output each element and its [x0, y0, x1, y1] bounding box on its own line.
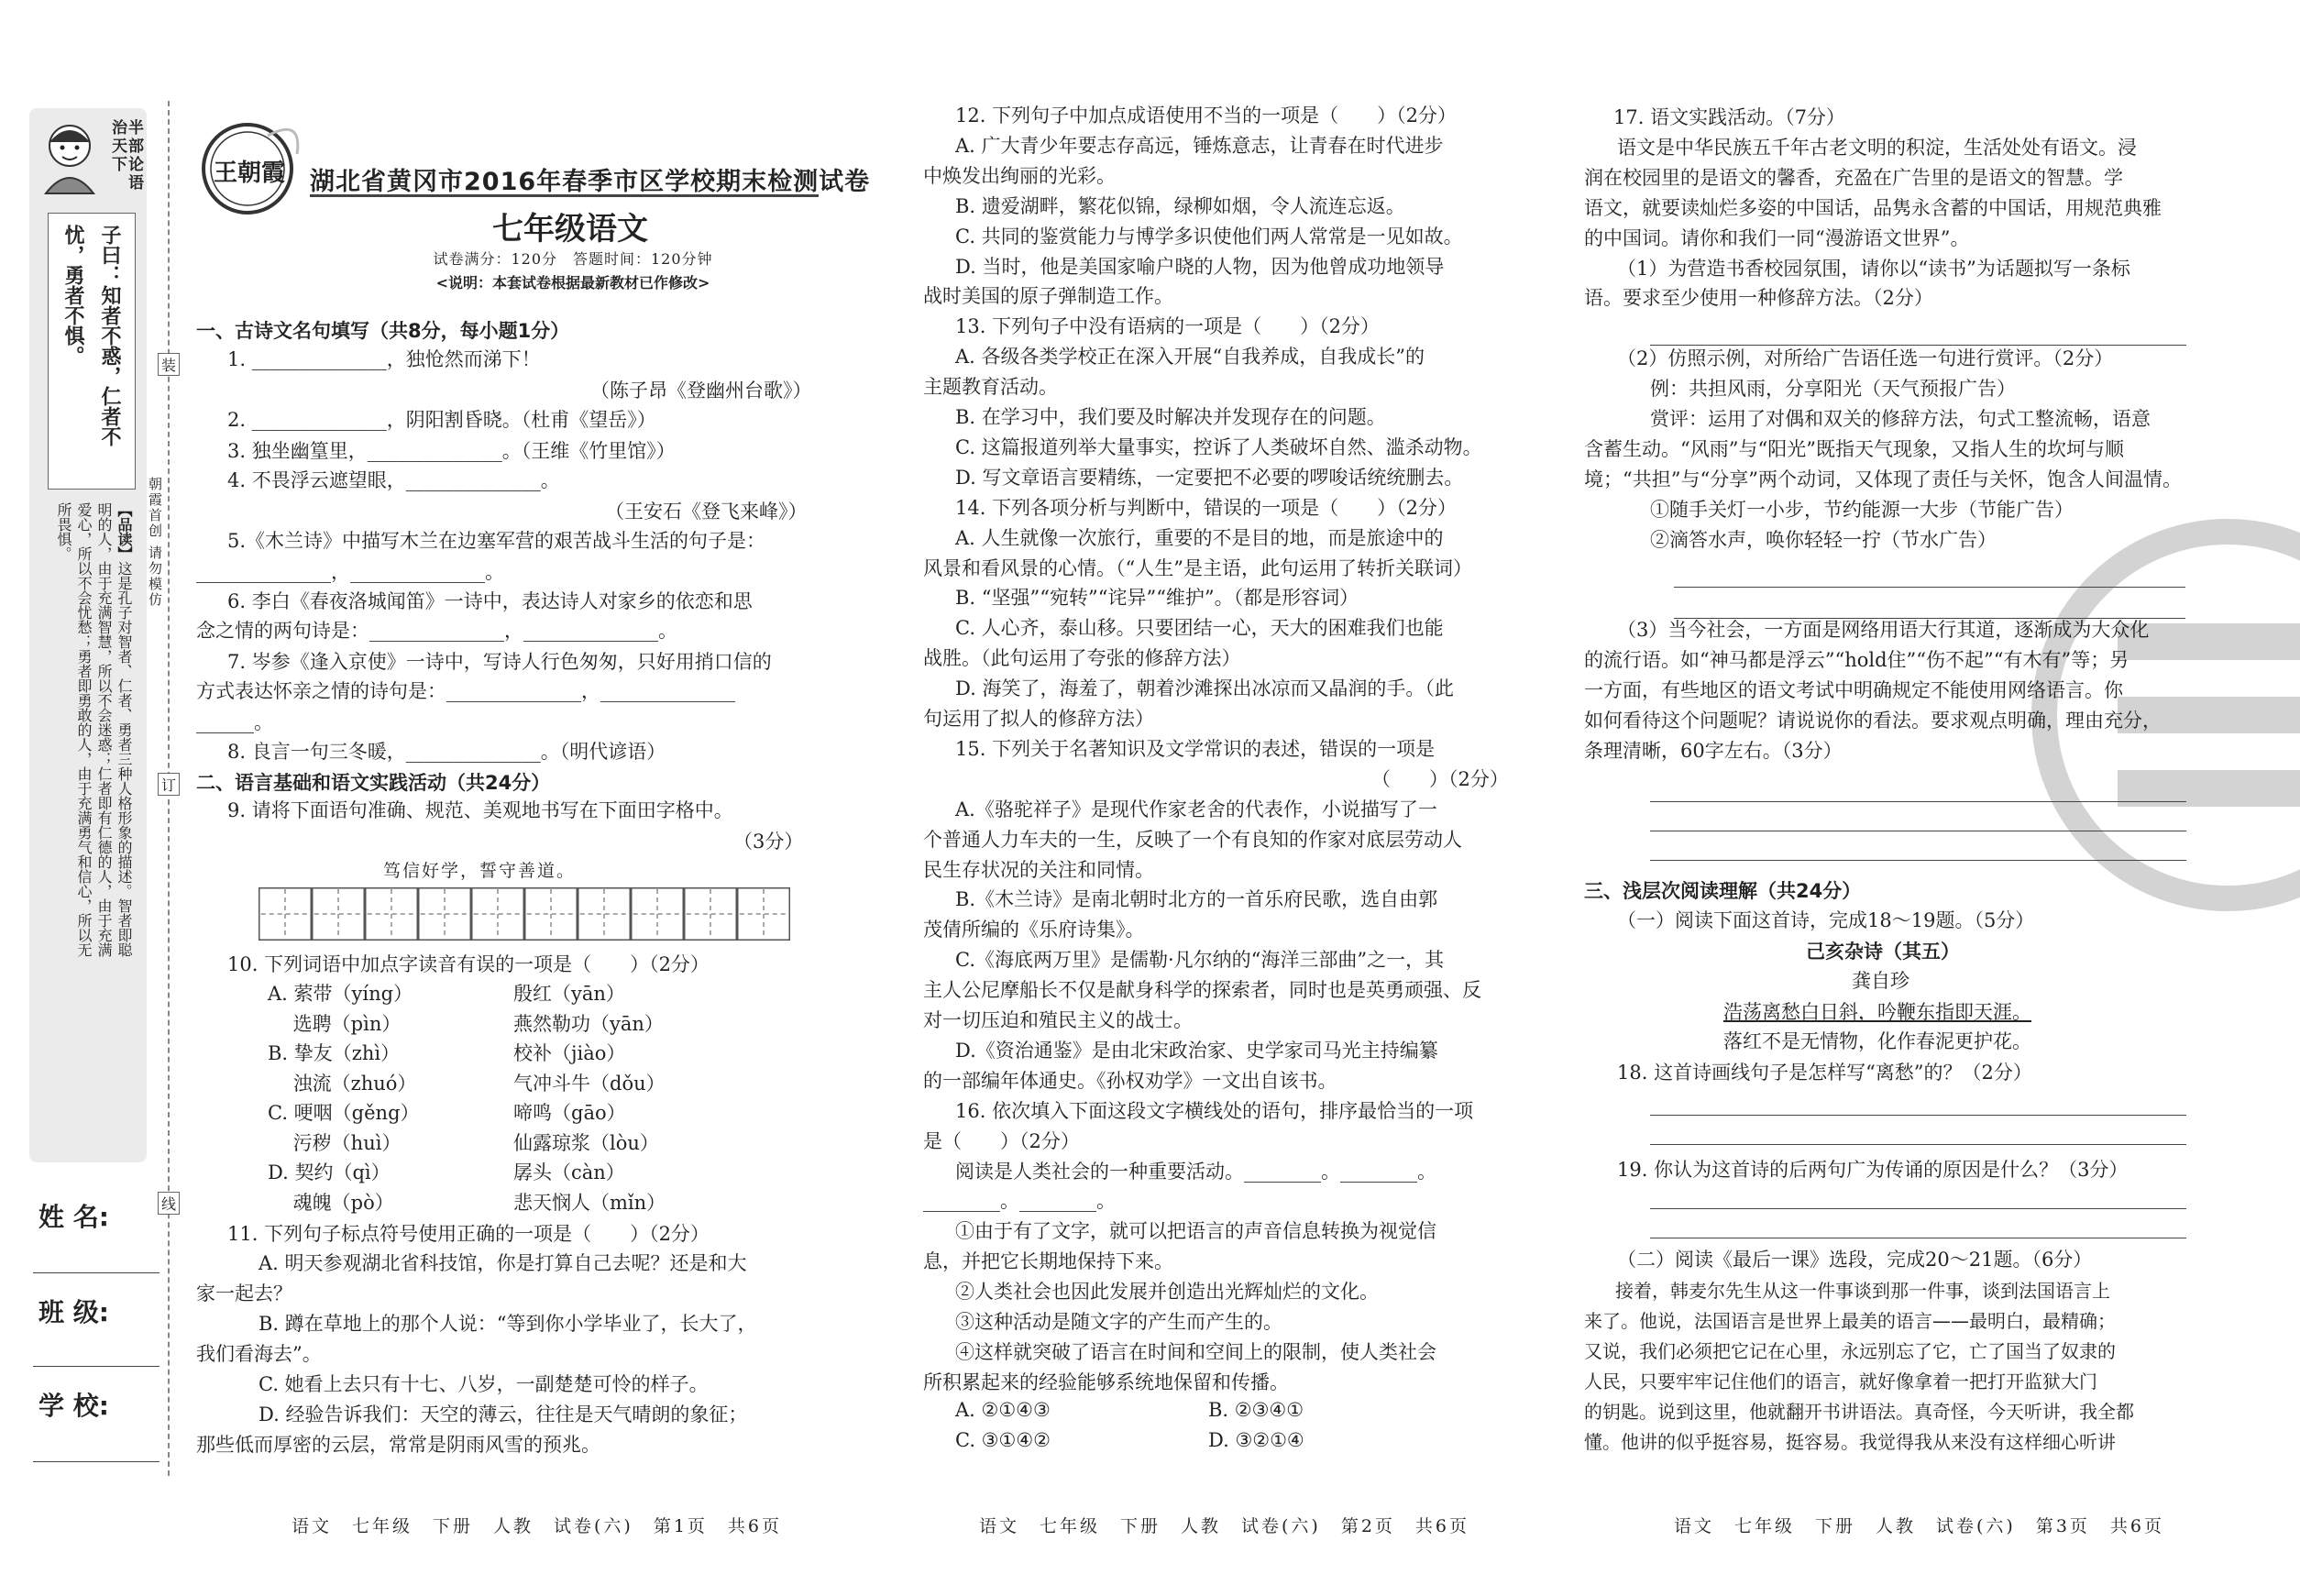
- col3-line: 语文，就要读灿烂多姿的中国话，品隽永含蓄的中国话，用规范典雅: [1584, 196, 2162, 219]
- col3-line: 条理清晰，60字左右。（3分）: [1584, 739, 1843, 762]
- col2-line: 14. 下列各项分析与判断中，错误的一项是（ ）（2分）: [955, 496, 1457, 519]
- q16-option-a[interactable]: A. ②①④③: [955, 1399, 1051, 1421]
- header-note: <说明：本套试卷根据最新教材已作修改>: [435, 274, 710, 292]
- col2-line: C. 这篇报道列举大量事实，控诉了人类破坏自然、滥杀动物。: [955, 435, 1482, 458]
- q8: 8. 良言一句三冬暖，______________。（明代谚语）: [227, 741, 666, 763]
- q7-line3: ______。: [196, 711, 273, 733]
- q5-blanks: ______________，______________。: [196, 561, 504, 583]
- passage-line: 来了。他说，法国语言是世界上最美的语言——最明白，最精确；: [1584, 1310, 2116, 1332]
- col2-line: A. 广大青少年要志存高远，锤炼意志，让青春在时代进步: [955, 134, 1444, 157]
- col2-line: 12. 下列句子中加点成语使用不当的一项是（ ）（2分）: [955, 105, 1457, 127]
- class-input[interactable]: [33, 1366, 160, 1367]
- q10-option: 悲天悯人（mǐn）: [513, 1191, 666, 1214]
- q11-option-line: B. 蹲在草地上的那个人说：“等到你小学毕业了，长大了，: [259, 1313, 757, 1335]
- col2-line: 是（ ）（2分）: [923, 1129, 1080, 1152]
- q17-3-answer-line-1[interactable]: [1650, 801, 2186, 802]
- reading-1-intro: （一）阅读下面这首诗，完成18～19题。（5分）: [1617, 909, 2035, 931]
- q10-option: 选聘（pìn）: [268, 1012, 402, 1035]
- q17-3-answer-line-3[interactable]: [1650, 860, 2186, 861]
- q10-option: A. 萦带（yíng）: [268, 983, 413, 1005]
- col2-line: B. 遗爱湖畔，繁花似锦，绿柳如烟，令人流连忘返。: [955, 194, 1405, 217]
- q10-option: 殷红（yān）: [513, 983, 625, 1005]
- q18-answer-line-2[interactable]: [1650, 1144, 2186, 1145]
- section-2-title: 二、语言基础和语文实践活动（共24分）: [196, 772, 551, 794]
- col3-line: 境；“共担”与“分享”两个动词，又体现了责任与关怀，饱含人间温情。: [1584, 468, 2182, 490]
- col3-line: 的流行语。如“神马都是浮云”“hold住”“伤不起”“有木有”等；另: [1584, 649, 2129, 672]
- q11-option-line: 我们看海去”。: [196, 1343, 322, 1365]
- q7-line1: 7. 岑参《逢入京使》一诗中，写诗人行色匆匆，只好用捎口信的: [227, 651, 772, 673]
- q16-option-d[interactable]: D. ③②①④: [1208, 1429, 1304, 1451]
- col2-line: 息，并把它长期地保持下来。: [923, 1250, 1173, 1273]
- poem-title: 己亥杂诗（其五）: [1806, 941, 1960, 963]
- quote-box: [48, 213, 136, 490]
- passage-line: 的钥匙。说到这里，他就翻开书讲语法。真奇怪，今天听讲，我全都: [1584, 1401, 2134, 1423]
- q11-option-line: 那些低而厚密的云层，常常是阴雨风雪的预兆。: [196, 1434, 600, 1456]
- col2-line: 茂倩所编的《乐府诗集》。: [923, 919, 1145, 941]
- q6-line1: 6. 李白《春夜洛城闻笛》一诗中，表达诗人对家乡的依恋和思: [227, 590, 753, 612]
- col2-line: A. 各级各类学校正在深入开展“自我养成，自我成长”的: [955, 346, 1425, 369]
- col2-line: 对一切压迫和殖民主义的战士。: [923, 1009, 1193, 1031]
- q16-option-b[interactable]: B. ②③④①: [1208, 1399, 1304, 1421]
- col2-line: 15. 下列关于名著知识及文学常识的表述，错误的一项是: [955, 737, 1436, 760]
- col3-line: 语。要求至少使用一种修辞方法。（2分）: [1584, 287, 1933, 310]
- col3-line: 17. 语文实践活动。（7分）: [1613, 106, 1845, 128]
- passage-line: 懂。他讲的似乎挺容易，挺容易。我觉得我从来没有这样细心听讲: [1584, 1431, 2116, 1453]
- q17-2-answer-line-1[interactable]: [1674, 587, 2185, 588]
- q4: 4. 不畏浮云遮望眼，______________。: [227, 469, 560, 491]
- passage-line: 人民，只要牢牢记住他们的语言，就好像拿着一把打开监狱大门: [1584, 1370, 2097, 1392]
- col3-line: 含蓄生动。“风雨”与“阳光”既指天气现象，又指人生的坎坷与顺: [1584, 437, 2124, 460]
- col2-line: D. 写文章语言要精练，一定要把不必要的啰唆话统统删去。: [955, 466, 1464, 489]
- col2-line: 16. 依次填入下面这段文字横线处的语句，排序最恰当的一项: [955, 1099, 1474, 1122]
- header-subtitle: 七年级语文: [492, 211, 648, 248]
- col2-line: C. 人心齐，泰山移。只要团结一心，天大的困难我们也能: [955, 617, 1444, 640]
- q16-option-c[interactable]: C. ③①④②: [955, 1429, 1051, 1451]
- class-label: 班 级:: [39, 1297, 109, 1327]
- col3-line: ①随手关灯一小步，节约能源一大步（节能广告）: [1650, 498, 2074, 521]
- col2-line: 所积累起来的经验能够系统地保留和传播。: [923, 1370, 1289, 1393]
- motto-panel: [108, 112, 145, 204]
- section-3-title: 三、浅层次阅读理解（共24分）: [1584, 880, 1862, 902]
- q10-option: C. 哽咽（gěng）: [268, 1102, 420, 1124]
- poem-author: 龚自珍: [1852, 970, 1909, 992]
- q10: 10. 下列词语中加点字读音有误的一项是（ ）（2分）: [227, 953, 710, 975]
- q11-option-line: A. 明天参观湖北省科技馆，你是打算自己去呢？还是和大: [259, 1252, 747, 1274]
- q18: 18. 这首诗画线句子是怎样写“离愁”的？（2分）: [1617, 1062, 2032, 1084]
- footer-page-1: 语文 七年级 下册 人教 试卷(六) 第1页 共6页: [292, 1516, 783, 1536]
- motto-text-2: 治天下: [108, 119, 127, 174]
- col2-line: 中焕发出绚丽的光彩。: [923, 164, 1116, 187]
- col2-line: 13. 下列句子中没有语病的一项是（ ）（2分）: [955, 315, 1380, 338]
- q10-option: 污秽（huì）: [268, 1131, 402, 1154]
- q10-option: 燕然勒功（yān）: [513, 1012, 664, 1035]
- col3-line: 赏评：运用了对偶和双关的修辞方法，句式工整流畅，语意: [1650, 408, 2151, 430]
- col3-line: 润在校园里的是语文的馨香，充盈在广告里的是语文的智慧。学: [1584, 166, 2123, 189]
- seal-top: 装: [158, 353, 180, 376]
- col3-line: 如何看待这个问题呢？请说说你的看法。要求观点明确，理由充分，: [1584, 710, 2162, 732]
- col2-line: ①由于有了文字，就可以把语言的声音信息转换为视觉信: [955, 1220, 1436, 1243]
- col2-line: （ ）（2分）: [1371, 767, 1509, 790]
- col2-line: 战胜。（此句运用了夸张的修辞方法）: [923, 647, 1241, 670]
- q10-option: 魂魄（pò）: [268, 1191, 394, 1214]
- col2-line: 主题教育活动。: [923, 376, 1058, 399]
- col3-line: ②滴答水声，唤你轻轻一拧（节水广告）: [1650, 528, 1997, 551]
- header-title: 湖北省黄冈市2016年春季市区学校期末检测试卷: [310, 168, 871, 196]
- q17-1-answer-line[interactable]: [1650, 345, 2186, 346]
- col2-line: 主人公尼摩船长不仅是献身科学的探索者，同时也是英勇顽强、反: [923, 979, 1481, 1002]
- q9-score: （3分）: [733, 831, 804, 853]
- q10-option: D. 契约（qì）: [268, 1161, 391, 1183]
- col2-line: ③这种活动是随文字的产生而产生的。: [955, 1311, 1282, 1333]
- q2: 2. ______________，阴阳割昏晓。（杜甫《望岳》）: [227, 409, 656, 431]
- seal-mid: 订: [158, 773, 180, 796]
- col2-line: D. 当时，他是美国家喻户晓的人物，因为他曾成功地领导: [955, 255, 1445, 278]
- col2-line: D. 海笑了，海羞了，朝着沙滩探出冰凉而又晶润的手。（此: [955, 677, 1454, 700]
- q3: 3. 独坐幽篁里，______________。（王维《竹里馆》）: [227, 440, 676, 462]
- col2-line: ②人类社会也因此发展并创造出光辉灿烂的文化。: [955, 1281, 1379, 1304]
- q1-source: （陈子昂《登幽州台歌》）: [590, 380, 812, 402]
- pindu-label: 【品读】: [116, 502, 133, 561]
- col2-line: A.《骆驼祥子》是现代作家老舍的代表作，小说描写了一: [955, 798, 1437, 820]
- q18-answer-line-1[interactable]: [1650, 1115, 2186, 1116]
- col2-line: A. 人生就像一次旅行，重要的不是目的地，而是旅途中的: [955, 526, 1444, 549]
- header-underline: [310, 194, 819, 197]
- col3-line: （1）为营造书香校园氛围，请你以“读书”为话题拟写一条标: [1617, 257, 2130, 280]
- passage-line: 又说，我们必须把它记在心里，永远别忘了它，亡了国当了奴隶的: [1584, 1340, 2116, 1362]
- q9: 9. 请将下面语句准确、规范、美观地书写在下面田字格中。: [227, 799, 733, 821]
- col2-line: 民生存状况的关注和同情。: [923, 858, 1154, 881]
- q11: 11. 下列句子标点符号使用正确的一项是（ ）（2分）: [227, 1223, 710, 1245]
- sidebar-quote: 子曰：知者不惑，仁者不忧，勇者不惧。: [61, 225, 121, 446]
- col3-line: （3）当今社会，一方面是网络用语大行其道，逐渐成为大众化: [1617, 619, 2150, 642]
- col3-line: （2）仿照示例，对所给广告语任选一句进行赏评。（2分）: [1617, 347, 2114, 370]
- col2-line: 个普通人力车夫的一生，反映了一个有良知的作家对底层劳动人: [923, 828, 1462, 851]
- seal-bottom: 线: [158, 1192, 180, 1215]
- col2-line: B.《木兰诗》是南北朝时北方的一首乐府民歌，选自由郭: [955, 888, 1438, 911]
- q10-option: 校补（jiào）: [513, 1042, 626, 1064]
- q6-line2: 念之情的两句诗是：______________，______________。: [196, 620, 677, 642]
- col2-line: C. 共同的鉴赏能力与博学多识使他们两人常常是一见如故。: [955, 225, 1463, 248]
- sidebar-note: 朝霞首创 请勿模仿: [147, 477, 163, 608]
- q19: 19. 你认为这首诗的后两句广为传诵的原因是什么？（3分）: [1617, 1159, 2129, 1181]
- section-1-title: 一、古诗文名句填写（共8分，每小题1分）: [196, 320, 570, 342]
- col2-line: 的一部编年体通史。《孙权劝学》一文出自该书。: [923, 1069, 1337, 1092]
- q11-option-line: C. 她看上去只有十七、八岁，一副楚楚可怜的样子。: [259, 1373, 709, 1395]
- pindu-text: 这是孔子对智者、仁者、勇者三种人格形象的描述。智者即聪明的人，由于充满智慧，所以不会迷惑；仁者即有仁德的人，由于充满爱心，所以不会忧愁；勇者即勇敢的人，由于充满勇气和信心，所以无所畏惧。: [55, 502, 133, 957]
- school-label: 学 校:: [39, 1391, 109, 1421]
- col2-line: ________。________。: [923, 1190, 1116, 1213]
- q10-option: 仙露琼浆（lòu）: [513, 1131, 659, 1154]
- q7-line2: 方式表达怀亲之情的诗句是：______________，______________: [196, 680, 735, 702]
- q5: 5.《木兰诗》中描写木兰在边塞军营的艰苦战斗生活的句子是：: [227, 530, 766, 552]
- q9-sample-text: 笃信好学，誓守善道。: [383, 861, 577, 881]
- q10-option: 气冲斗牛（dǒu）: [513, 1072, 666, 1095]
- col2-line: 句运用了拟人的修辞方法）: [923, 708, 1154, 730]
- q10-option: B. 挚友（zhì）: [268, 1042, 401, 1064]
- name-label: 姓 名:: [39, 1202, 109, 1232]
- tianzige-grid[interactable]: [259, 887, 790, 941]
- col2-line: 阅读是人类社会的一种重要活动。________。________。: [955, 1160, 1436, 1183]
- q11-option-line: 家一起去？: [196, 1282, 292, 1304]
- col2-line: B. “坚强”“宛转”“诧异”“维护”。（都是形容词）: [955, 587, 1359, 610]
- school-input[interactable]: [33, 1461, 160, 1462]
- poem-line-2: 落红不是无情物，化作春泥更护花。: [1723, 1030, 2031, 1052]
- confucius-cartoon-icon: [33, 115, 106, 195]
- poem-line-1: 浩荡离愁白日斜，吟鞭东指即天涯。: [1723, 1001, 2031, 1023]
- q10-option: 浊流（zhuó）: [268, 1072, 417, 1095]
- col2-line: 风景和看风景的心情。（“人生”是主语，此句运用了转折关联词）: [923, 556, 1472, 579]
- col3-line: 例：共担风雨，分享阳光（天气预报广告）: [1650, 378, 2016, 401]
- passage-line: 接着，韩麦尔先生从这一件事谈到那一件事，谈到法国语言上: [1615, 1280, 2110, 1302]
- motto-text-1: 半部论语: [125, 119, 143, 193]
- footer-page-2: 语文 七年级 下册 人教 试卷(六) 第2页 共6页: [979, 1516, 1470, 1536]
- col2-line: 战时美国的原子弹制造工作。: [923, 285, 1173, 308]
- q1: 1. ______________，独怆然而涕下！: [227, 348, 541, 370]
- q17-2-answer-line-2[interactable]: [1674, 618, 2185, 619]
- col3-line: 语文是中华民族五千年古老文明的积淀，生活处处有语文。浸: [1617, 136, 2137, 159]
- col2-line: ④这样就突破了语言在时间和空间上的限制，使人类社会: [955, 1340, 1436, 1363]
- sidebar-pindu: [53, 502, 134, 961]
- col3-line: 的中国词。请你和我们一同“漫游语文世界”。: [1584, 226, 1970, 249]
- col3-line: 一方面，有些地区的语文考试中明确规定不能使用网络语言。你: [1584, 679, 2123, 702]
- q10-option: 啼鸣（gāo）: [513, 1102, 626, 1124]
- reading-2-intro: （二）阅读《最后一课》选段，完成20～21题。（6分）: [1617, 1249, 2093, 1271]
- footer-page-3: 语文 七年级 下册 人教 试卷(六) 第3页 共6页: [1674, 1516, 2165, 1536]
- header-info: 试卷满分：120分 答题时间：120分钟: [433, 250, 713, 268]
- col2-line: C.《海底两万里》是儒勒·凡尔纳的“海洋三部曲”之一，其: [955, 949, 1445, 972]
- col2-line: B. 在学习中，我们要及时解决并发现存在的问题。: [955, 406, 1386, 428]
- logo-text: 王朝霞: [213, 160, 285, 187]
- q11-option-line: D. 经验告诉我们：天空的薄云，往往是天气晴朗的象征；: [259, 1403, 748, 1425]
- q19-answer-line-1[interactable]: [1650, 1208, 2186, 1209]
- col2-line: D.《资治通鉴》是由北宋政治家、史学家司马光主持编纂: [955, 1039, 1438, 1062]
- name-input[interactable]: [33, 1272, 160, 1273]
- q10-option: 孱头（càn）: [513, 1161, 625, 1183]
- q4-source: （王安石《登飞来峰》）: [605, 501, 808, 523]
